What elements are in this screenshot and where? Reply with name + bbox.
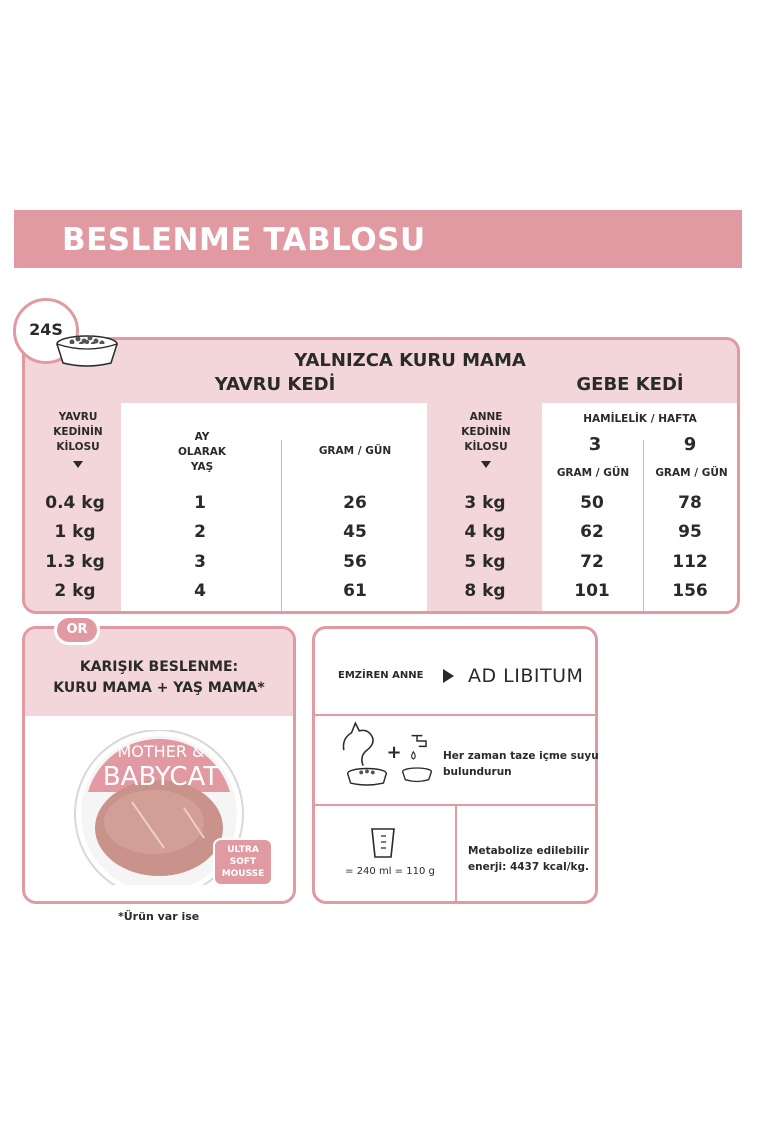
grams-cell: 45: [343, 522, 367, 542]
info-divider-3: [455, 804, 457, 904]
mother-weight-cell: 8 kg: [464, 581, 506, 601]
age-cell: 4: [194, 581, 206, 601]
week-3-header: 3: [588, 434, 602, 455]
nursing-mother-value: AD LIBITUM: [468, 665, 584, 687]
week-9-cell: 95: [678, 522, 702, 542]
pregnancy-week-header: HAMİLELİK / HAFTA: [583, 413, 697, 425]
week-3-cell: 101: [574, 581, 610, 601]
ultra-soft-mousse-badge: ULTRA SOFT MOUSSE: [213, 838, 273, 886]
title-banner: [14, 210, 742, 268]
energy-note: Metabolize edilebilir enerji: 4437 kcal/kg.: [468, 845, 590, 873]
week-9-cell: 156: [672, 581, 708, 601]
or-badge: OR: [54, 615, 100, 645]
gram-header-week-3: GRAM / GÜN: [556, 467, 630, 479]
age-header: AY OLARAK YAŞ: [177, 431, 227, 473]
water-bowl-icon: [399, 730, 435, 788]
mother-weight-cell: 4 kg: [464, 522, 506, 542]
cup-measure-label: = 240 ml = 110 g: [345, 866, 435, 877]
mother-weight-header: ANNE KEDİNİN KİLOSU: [461, 411, 511, 453]
brand-name-line1: MOTHER &: [117, 742, 205, 761]
kitten-weight-cell: 2 kg: [54, 581, 96, 601]
mother-weight-arrow-icon: [481, 461, 491, 468]
dry-food-title: YALNIZCA KURU MAMA: [294, 350, 526, 371]
timer-label: 24S: [29, 320, 63, 339]
water-note: Her zaman taze içme suyu bulundurun: [443, 750, 599, 778]
page-title: BESLENME TABLOSU: [62, 222, 426, 258]
kitten-weight-cell: 0.4 kg: [45, 493, 105, 513]
mother-weight-cell: 5 kg: [464, 552, 506, 572]
mixed-feeding-title: KARIŞIK BESLENME: KURU MAMA + YAŞ MAMA*: [53, 659, 265, 696]
week-9-cell: 78: [678, 493, 702, 513]
measuring-cup-icon: [368, 826, 398, 860]
week-9-header: 9: [683, 434, 697, 455]
plus-icon: +: [386, 742, 402, 763]
kitten-weight-cell: 1.3 kg: [45, 552, 105, 572]
kitten-weight-cell: 1 kg: [54, 522, 96, 542]
kitten-title: YAVRU KEDİ: [214, 374, 336, 395]
kitten-weight-arrow-icon: [73, 461, 83, 468]
gram-header: GRAM / GÜN: [318, 445, 392, 457]
week-3-cell: 62: [580, 522, 604, 542]
pregnant-title: GEBE KEDİ: [576, 374, 684, 395]
week-3-cell: 50: [580, 493, 604, 513]
footnote: *Ürün var ise: [118, 910, 200, 923]
mother-weight-cell: 3 kg: [464, 493, 506, 513]
kitten-column-divider: [281, 440, 282, 614]
week-9-cell: 112: [672, 552, 708, 572]
nursing-mother-label: EMZİREN ANNE: [338, 670, 424, 681]
gram-header-week-9: GRAM / GÜN: [655, 467, 728, 479]
food-bowl-icon: [50, 330, 124, 370]
grams-cell: 56: [343, 552, 367, 572]
grams-cell: 61: [343, 581, 367, 601]
age-cell: 1: [194, 493, 206, 513]
grams-cell: 26: [343, 493, 367, 513]
brand-name-line2: BABYCAT: [102, 762, 220, 792]
play-arrow-icon: [443, 669, 454, 683]
age-cell: 3: [194, 552, 206, 572]
age-cell: 2: [194, 522, 206, 542]
info-divider-1: [315, 714, 595, 716]
kitten-weight-header: YAVRU KEDİNİN KİLOSU: [53, 411, 103, 453]
week-3-cell: 72: [580, 552, 604, 572]
